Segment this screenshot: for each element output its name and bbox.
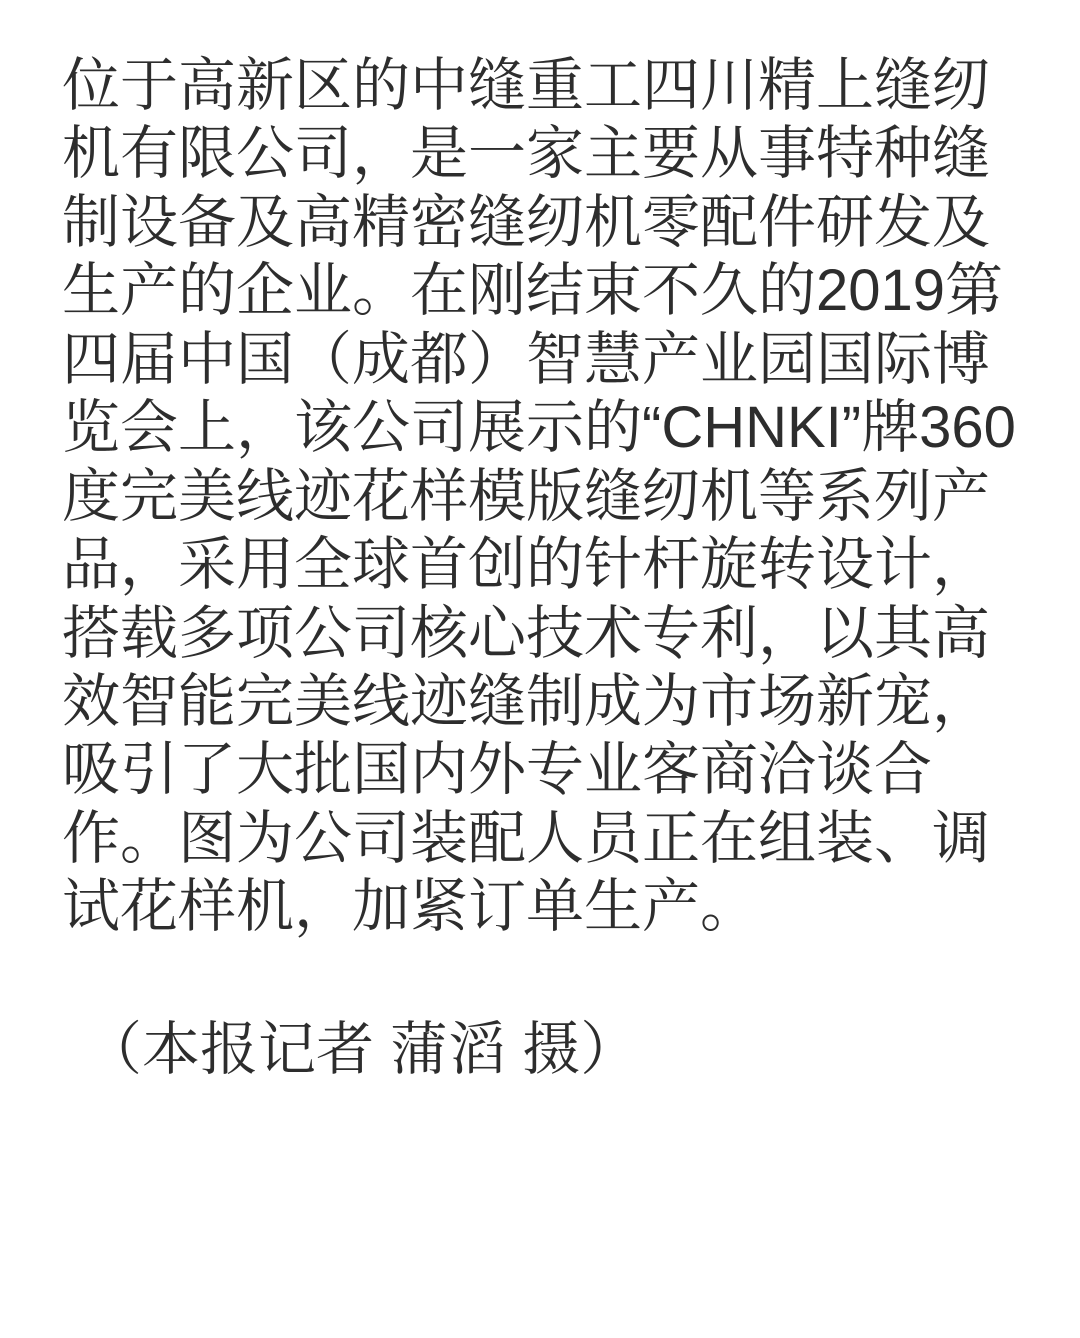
article-body-paragraph: 位于高新区的中缝重工四川精上缝纫机有限公司，是一家主要从事特种缝制设备及高精密缝纫机零配件研发及生产的企业。在刚结束不久的2019第四届中国（成都）智慧产业园国际博览会上，该公司展示的“CHNKI”牌360度完美线迹花样模版缝纫机等系列产品，采用全球首创的针杆旋转设计，搭载多项公司核心技术专利，以其高效智能完美线迹缝制成为市场新宠，吸引了大批国内外专业客商洽谈合作。图为公司装配人员正在组装、调试花样机，加紧订单生产。: [62, 53, 1016, 940]
photo-credit: （本报记者 蒲滔 摄）: [84, 1016, 639, 1082]
